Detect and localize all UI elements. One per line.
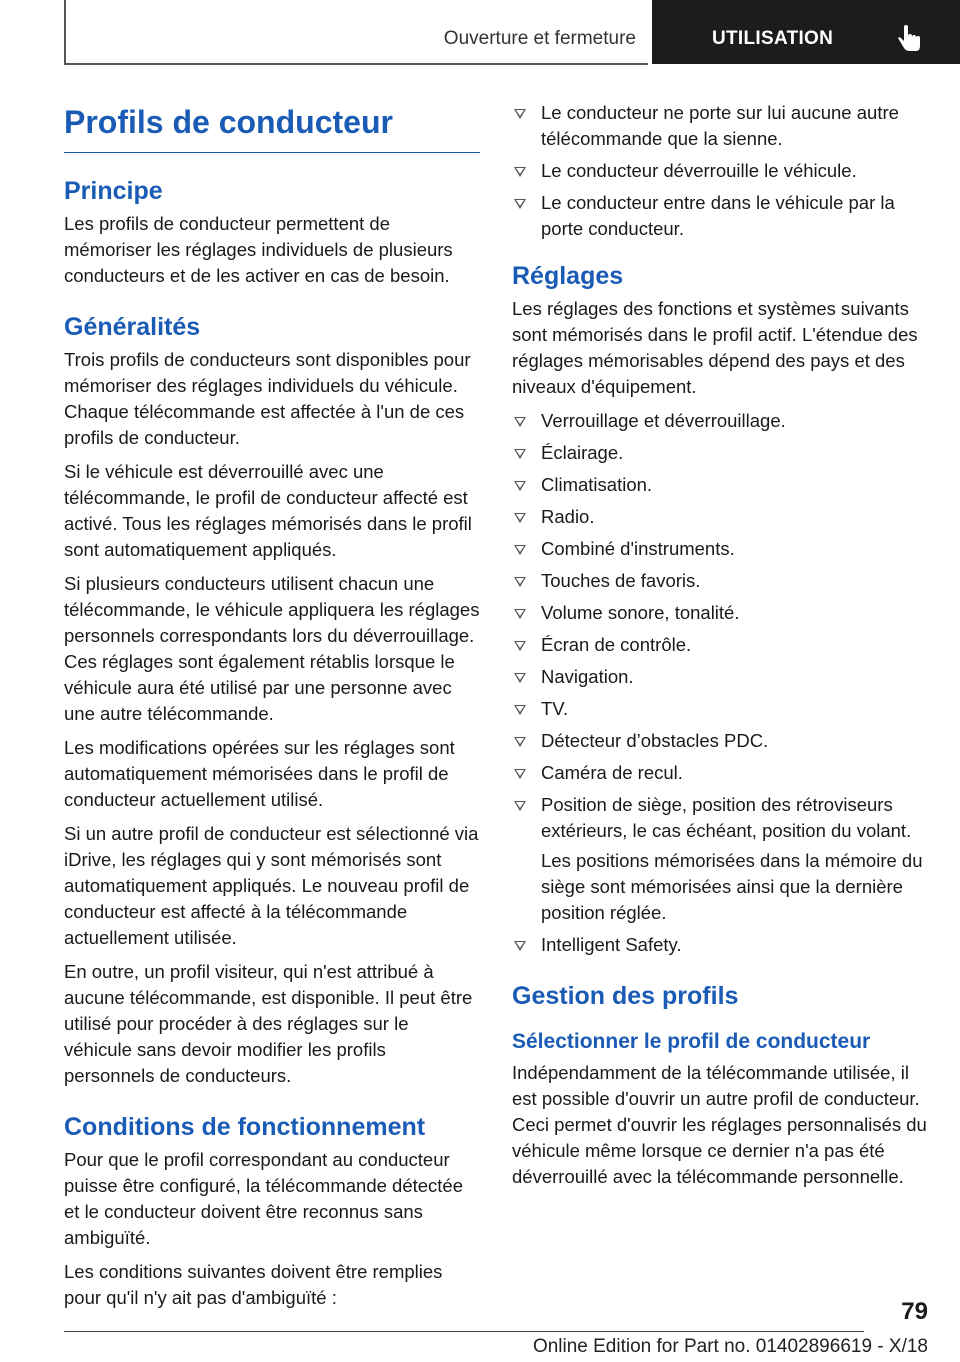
- list-item: Le conducteur déverrouille le véhicule.: [512, 158, 928, 184]
- list-item: Le conducteur ne porte sur lui aucune autre télécommande que la sienne.: [512, 100, 928, 152]
- reglages-intro: Les réglages des fonctions et systèmes suivants sont mémorisés dans le profil actif. L'étendue des réglages mémorisables dépend des pays et des niveaux d'équipement.: [512, 298, 918, 397]
- triangle-bullet-icon: [514, 167, 526, 177]
- heading-reglages: Réglages: [512, 262, 624, 290]
- generalites-paragraph: Trois profils de conducteurs sont disponibles pour mémoriser des réglages individuels du véhicule. Chaque télécommande est affectée à l'un de ces profils de conducteur.: [64, 349, 471, 448]
- header-section-title: Ouverture et fermeture: [443, 28, 636, 49]
- list-item: TV.: [512, 696, 928, 722]
- list-item: Le conducteur entre dans le véhicule par la porte conducteur.: [512, 190, 928, 242]
- list-item: Verrouillage et déverrouillage.: [512, 408, 928, 434]
- triangle-bullet-icon: [514, 609, 526, 619]
- triangle-bullet-icon: [514, 641, 526, 651]
- list-item: Éclairage.: [512, 440, 928, 466]
- triangle-bullet-icon: [514, 801, 526, 811]
- heading-principe: Principe: [64, 177, 163, 205]
- list-item: Radio.: [512, 504, 928, 530]
- subheading-selection: Sélectionner le profil de conducteur: [512, 1030, 871, 1053]
- header-bottom-rule: [64, 63, 648, 65]
- hand-pointer-icon: [896, 24, 924, 54]
- right-column: [512, 100, 928, 1198]
- triangle-bullet-icon: [514, 513, 526, 523]
- triangle-bullet-icon: [514, 417, 526, 427]
- triangle-bullet-icon: [514, 737, 526, 747]
- list-item: Écran de contrôle.: [512, 632, 928, 658]
- header-tab-label: UTILISATION: [712, 28, 834, 49]
- conditions-paragraph: Les conditions suivantes doivent être remplies pour qu'il n'y ait pas d'ambiguïté :: [64, 1261, 443, 1308]
- list-item: Détecteur d’obstacles PDC.: [512, 728, 928, 754]
- list-item: Caméra de recul.: [512, 760, 928, 786]
- generalites-paragraph: En outre, un profil visiteur, qui n'est attribué à aucune télécommande, est disponible. Il peut être utilisé pour procéder à des réglages sur le véhicule sans devoir modifier les profils personnels de conducteurs.: [64, 961, 473, 1086]
- header-left-rule: [64, 0, 66, 64]
- triangle-bullet-icon: [514, 449, 526, 459]
- heading-gestion: Gestion des profils: [512, 982, 739, 1010]
- list-item: Combiné d'instruments.: [512, 536, 928, 562]
- principe-paragraph: Les profils de conducteur permettent de mémoriser les réglages individuels de plusieurs conducteurs et de les activer en cas de besoin.: [64, 213, 453, 286]
- list-item-note: Les positions mémorisées dans la mémoire du siège sont mémorisées ainsi que la dernière position réglée.: [541, 850, 923, 923]
- left-column: [64, 100, 480, 1319]
- list-item: Climatisation.: [512, 472, 928, 498]
- gestion-paragraph: Indépendamment de la télécommande utilisée, il est possible d'ouvrir un autre profil de conducteur. Ceci permet d'ouvrir les réglages personnalisés du véhicule même lorsque ce dernier n'a pas été déverrouillé avec la télécommande personnelle.: [512, 1062, 927, 1187]
- triangle-bullet-icon: [514, 577, 526, 587]
- page-title: Profils de conducteur: [64, 100, 480, 153]
- list-item: Position de siège, position des rétroviseurs extérieurs, le cas échéant, position du volant. Les positions mémorisées dans la mémoire du siège sont mémorisées ainsi que la dernière position réglée.: [512, 792, 928, 926]
- footer-edition: Online Edition for Part no. 01402896619 - X/18: [532, 1336, 928, 1357]
- footer-rule: [64, 1331, 864, 1332]
- triangle-bullet-icon: [514, 941, 526, 951]
- heading-conditions: Conditions de fonctionnement: [64, 1113, 426, 1141]
- heading-generalites: Généralités: [64, 313, 201, 341]
- reglages-list: [512, 408, 928, 958]
- triangle-bullet-icon: [514, 705, 526, 715]
- triangle-bullet-icon: [514, 545, 526, 555]
- triangle-bullet-icon: [514, 673, 526, 683]
- generalites-paragraph: Si le véhicule est déverrouillé avec une télécommande, le profil de conducteur affecté est activé. Tous les réglages mémorisés dans le profil sont automatiquement appliqués.: [64, 461, 472, 560]
- list-item: Intelligent Safety.: [512, 932, 928, 958]
- conditions-paragraph: Pour que le profil correspondant au conducteur puisse être configuré, la télécommande détectée et le conducteur doivent être reconnus sans ambiguïté.: [64, 1149, 464, 1248]
- triangle-bullet-icon: [514, 769, 526, 779]
- triangle-bullet-icon: [514, 481, 526, 491]
- header-chapter-tab[interactable]: [652, 0, 960, 64]
- generalites-paragraph: Si plusieurs conducteurs utilisent chacun une télécommande, le véhicule appliquera les réglages personnels correspondants lors du déverrouillage. Ces réglages sont également rétablis lorsque le véhicule aura été utilisé par une personne avec une autre télécommande.: [64, 573, 480, 724]
- list-item: Volume sonore, tonalité.: [512, 600, 928, 626]
- triangle-bullet-icon: [514, 199, 526, 209]
- triangle-bullet-icon: [514, 109, 526, 119]
- list-item: Navigation.: [512, 664, 928, 690]
- generalites-paragraph: Si un autre profil de conducteur est sélectionné via iDrive, les réglages qui y sont mémorisés sont automatiquement appliqués. Le nouveau profil de conducteur est affecté à la télécommande actuellement utilisée.: [64, 823, 479, 948]
- conditions-list: [512, 100, 928, 242]
- page-number: 79: [901, 1298, 928, 1325]
- list-item: Touches de favoris.: [512, 568, 928, 594]
- generalites-paragraph: Les modifications opérées sur les réglages sont automatiquement mémorisées dans le profil de conducteur actuellement utilisé.: [64, 737, 455, 810]
